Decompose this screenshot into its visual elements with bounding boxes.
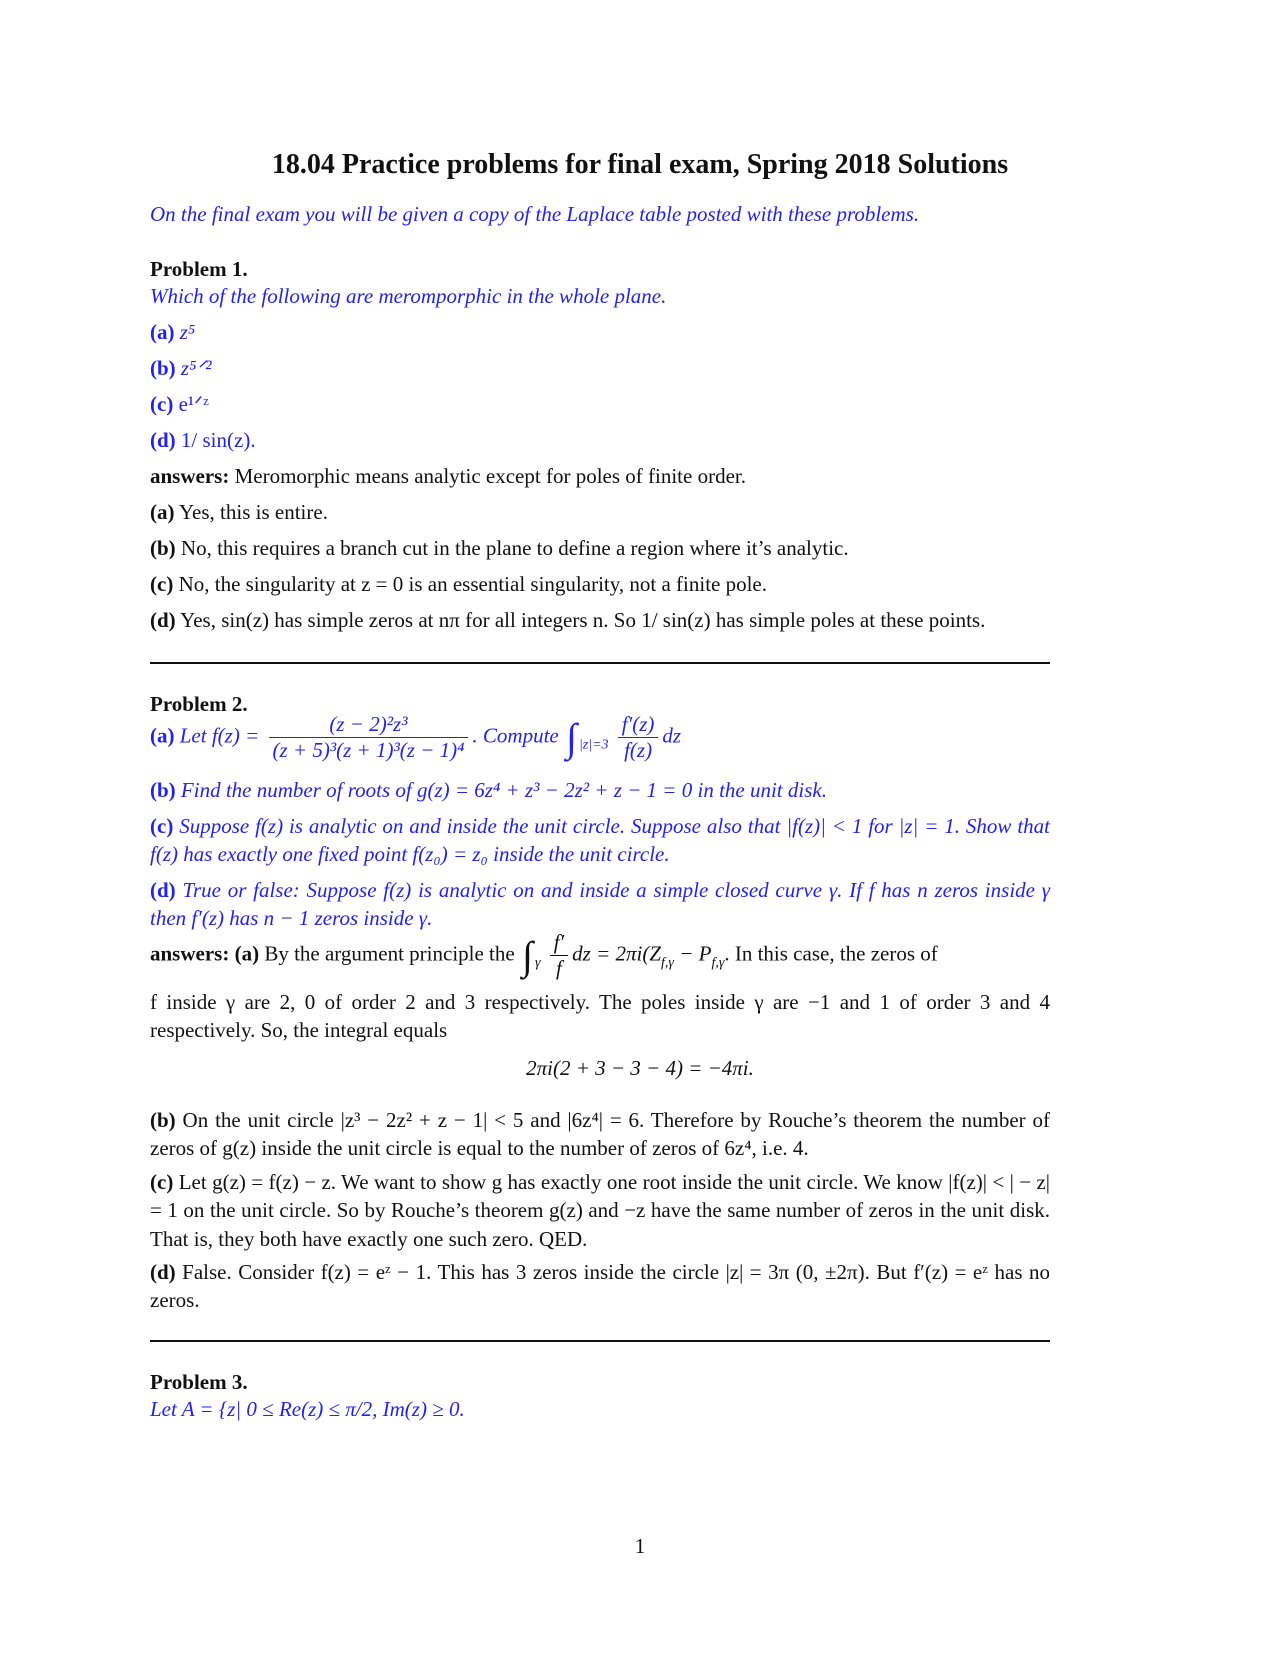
problem-1-question: Which of the following are meromporphic in the whole plane.	[150, 284, 667, 308]
zeros-subscript: f,γ	[661, 955, 674, 971]
problem-2-answer-c	[150, 1168, 1050, 1253]
answer-tag: (c)	[150, 1170, 174, 1194]
problem-2-answer-a-line	[150, 930, 938, 981]
part-d-text: True or false: Suppose f(z) is analytic on and inside a simple closed curve γ. If f has n zeros inside γ then f′(z) has n − 1 zeros inside γ.	[150, 878, 1051, 931]
problem-2-heading: Problem 2.	[150, 692, 248, 716]
problem-1-heading: Problem 1.	[150, 257, 248, 281]
integrand-fraction	[550, 930, 568, 981]
answer-b-text: On the unit circle |z³ − 2z² + z − 1| < 5 and |6z⁴| = 6. Therefore by Rouche’s theorem the number of zeros of g(z) inside the unit circle is equal to the number of zeros of 6z⁴, i.e. 4.	[150, 1108, 1051, 1161]
rational-function-fraction	[269, 712, 469, 763]
problem-1-answer-d	[150, 606, 985, 634]
option-tag: (a)	[150, 320, 175, 344]
integrand-fraction	[618, 712, 659, 763]
part-a-let: Let f(z) =	[179, 723, 260, 748]
problem-2-answer-d	[150, 1258, 1050, 1315]
integral-contour: |z|=3	[578, 737, 609, 753]
problem-2-answer-a-result: 2πi(2 + 3 − 3 − 4) = −4πi.	[526, 1056, 754, 1080]
integrand-denominator: f(z)	[624, 738, 653, 763]
problem-3-heading: Problem 3.	[150, 1370, 248, 1394]
answers-intro-text: Meromorphic means analytic except for poles of finite order.	[234, 464, 746, 488]
option-expr: z⁵	[179, 320, 196, 344]
option-expr: 1/ sin(z).	[180, 428, 256, 452]
section-divider	[150, 1340, 1050, 1342]
answer-text: Yes, this is entire.	[178, 500, 328, 524]
answers-label: answers:	[150, 464, 230, 488]
problem-1-answer-b	[150, 534, 849, 562]
answer-text: No, the singularity at z = 0 is an essential singularity, not a finite pole.	[178, 572, 768, 596]
fraction-numerator: (z − 2)²z³	[269, 712, 469, 738]
problem-2-part-a	[150, 712, 681, 763]
problem-2-part-d	[150, 876, 1050, 933]
answer-tag: (d)	[150, 608, 176, 632]
problem-1-answer-intro	[150, 462, 746, 490]
option-expr: z⁵ᐟ²	[180, 356, 212, 380]
part-tag: (a)	[150, 723, 175, 748]
part-c-text: Suppose f(z) is analytic on and inside the unit circle. Suppose also that |f(z)| < 1 for |z| = 1. Show that f(z) has exactly one fixed point f(z₀) = z₀ inside the unit circle.	[150, 814, 1050, 867]
problem-1-option-d	[150, 426, 256, 454]
answer-a-equation: dz = 2πi(Z	[572, 941, 662, 966]
option-tag: (c)	[150, 392, 174, 416]
problem-1-option-b	[150, 354, 212, 382]
fraction-denominator: (z + 5)³(z + 1)³(z − 1)⁴	[272, 738, 465, 763]
answer-tag: (a)	[150, 500, 175, 524]
answer-tag: (b)	[150, 536, 176, 560]
answer-tag: (c)	[150, 572, 174, 596]
answer-d-text: False. Consider f(z) = eᶻ − 1. This has 3 zeros inside the circle |z| = 3π (0, ±2π). But f′(z) = eᶻ has no zeros.	[150, 1260, 1050, 1313]
integrand-numerator: f′(z)	[618, 712, 659, 738]
answer-a-minus: − P	[673, 941, 712, 966]
answer-text: No, this requires a branch cut in the plane to define a region where it’s analytic.	[180, 536, 849, 560]
part-tag: (d)	[150, 878, 176, 902]
option-tag: (d)	[150, 428, 176, 452]
section-divider	[150, 662, 1050, 664]
problem-2-part-c	[150, 812, 1050, 869]
answer-tag: (d)	[150, 1260, 176, 1284]
problem-1-option-c	[150, 390, 209, 418]
answer-tag: (b)	[150, 1108, 176, 1132]
answer-a-pre: By the argument principle the	[264, 941, 515, 966]
option-expr: e¹ᐟᶻ	[178, 392, 209, 416]
part-tag: (c)	[150, 814, 174, 838]
answer-tag: (a)	[234, 941, 260, 966]
integral-sign: ∫	[565, 714, 577, 760]
poles-subscript: f,γ	[711, 955, 725, 971]
part-b-text: Find the number of roots of g(z) = 6z⁴ + z³ − 2z² + z − 1 = 0 in the unit disk.	[180, 778, 827, 802]
integral-sign: ∫	[521, 932, 533, 978]
problem-1-answer-c	[150, 570, 767, 598]
answer-text: Yes, sin(z) has simple zeros at nπ for all integers n. So 1/ sin(z) has simple poles at these points.	[180, 608, 986, 632]
problem-3-text: Let A = {z| 0 ≤ Re(z) ≤ π/2, Im(z) ≥ 0.	[150, 1397, 465, 1421]
page-number: 1	[634, 1534, 646, 1558]
integrand-numerator: f′	[550, 930, 568, 956]
problem-1-answer-a	[150, 498, 328, 526]
integrand-denominator: f	[556, 956, 562, 981]
integral-contour: γ	[534, 955, 541, 971]
integral-dz: dz	[662, 723, 682, 748]
answers-label: answers:	[150, 941, 230, 966]
problem-2-part-b	[150, 776, 827, 804]
problem-2-answer-b	[150, 1106, 1050, 1163]
document-title: 18.04 Practice problems for final exam, Spring 2018 Solutions	[271, 149, 1009, 180]
part-tag: (b)	[150, 778, 176, 802]
part-a-compute: . Compute	[472, 723, 559, 748]
answer-c-text: Let g(z) = f(z) − z. We want to show g has exactly one root inside the unit circle. We know |f(z)| < | − z| = 1 on the unit circle. So by Rouche’s theorem g(z) and −z have the same number of zeros in the unit disk. That is, they both have exactly one such zero. QED.	[150, 1170, 1050, 1251]
option-tag: (b)	[150, 356, 176, 380]
problem-1-option-a	[150, 318, 195, 346]
problem-2-answer-a-continued: f inside γ are 2, 0 of order 2 and 3 respectively. The poles inside γ are −1 and 1 of order 3 and 4 respectively. So, the integral equals	[150, 990, 1050, 1043]
answer-a-tail: . In this case, the zeros of	[724, 941, 938, 966]
intro-note: On the final exam you will be given a copy of the Laplace table posted with these problems.	[150, 202, 920, 226]
